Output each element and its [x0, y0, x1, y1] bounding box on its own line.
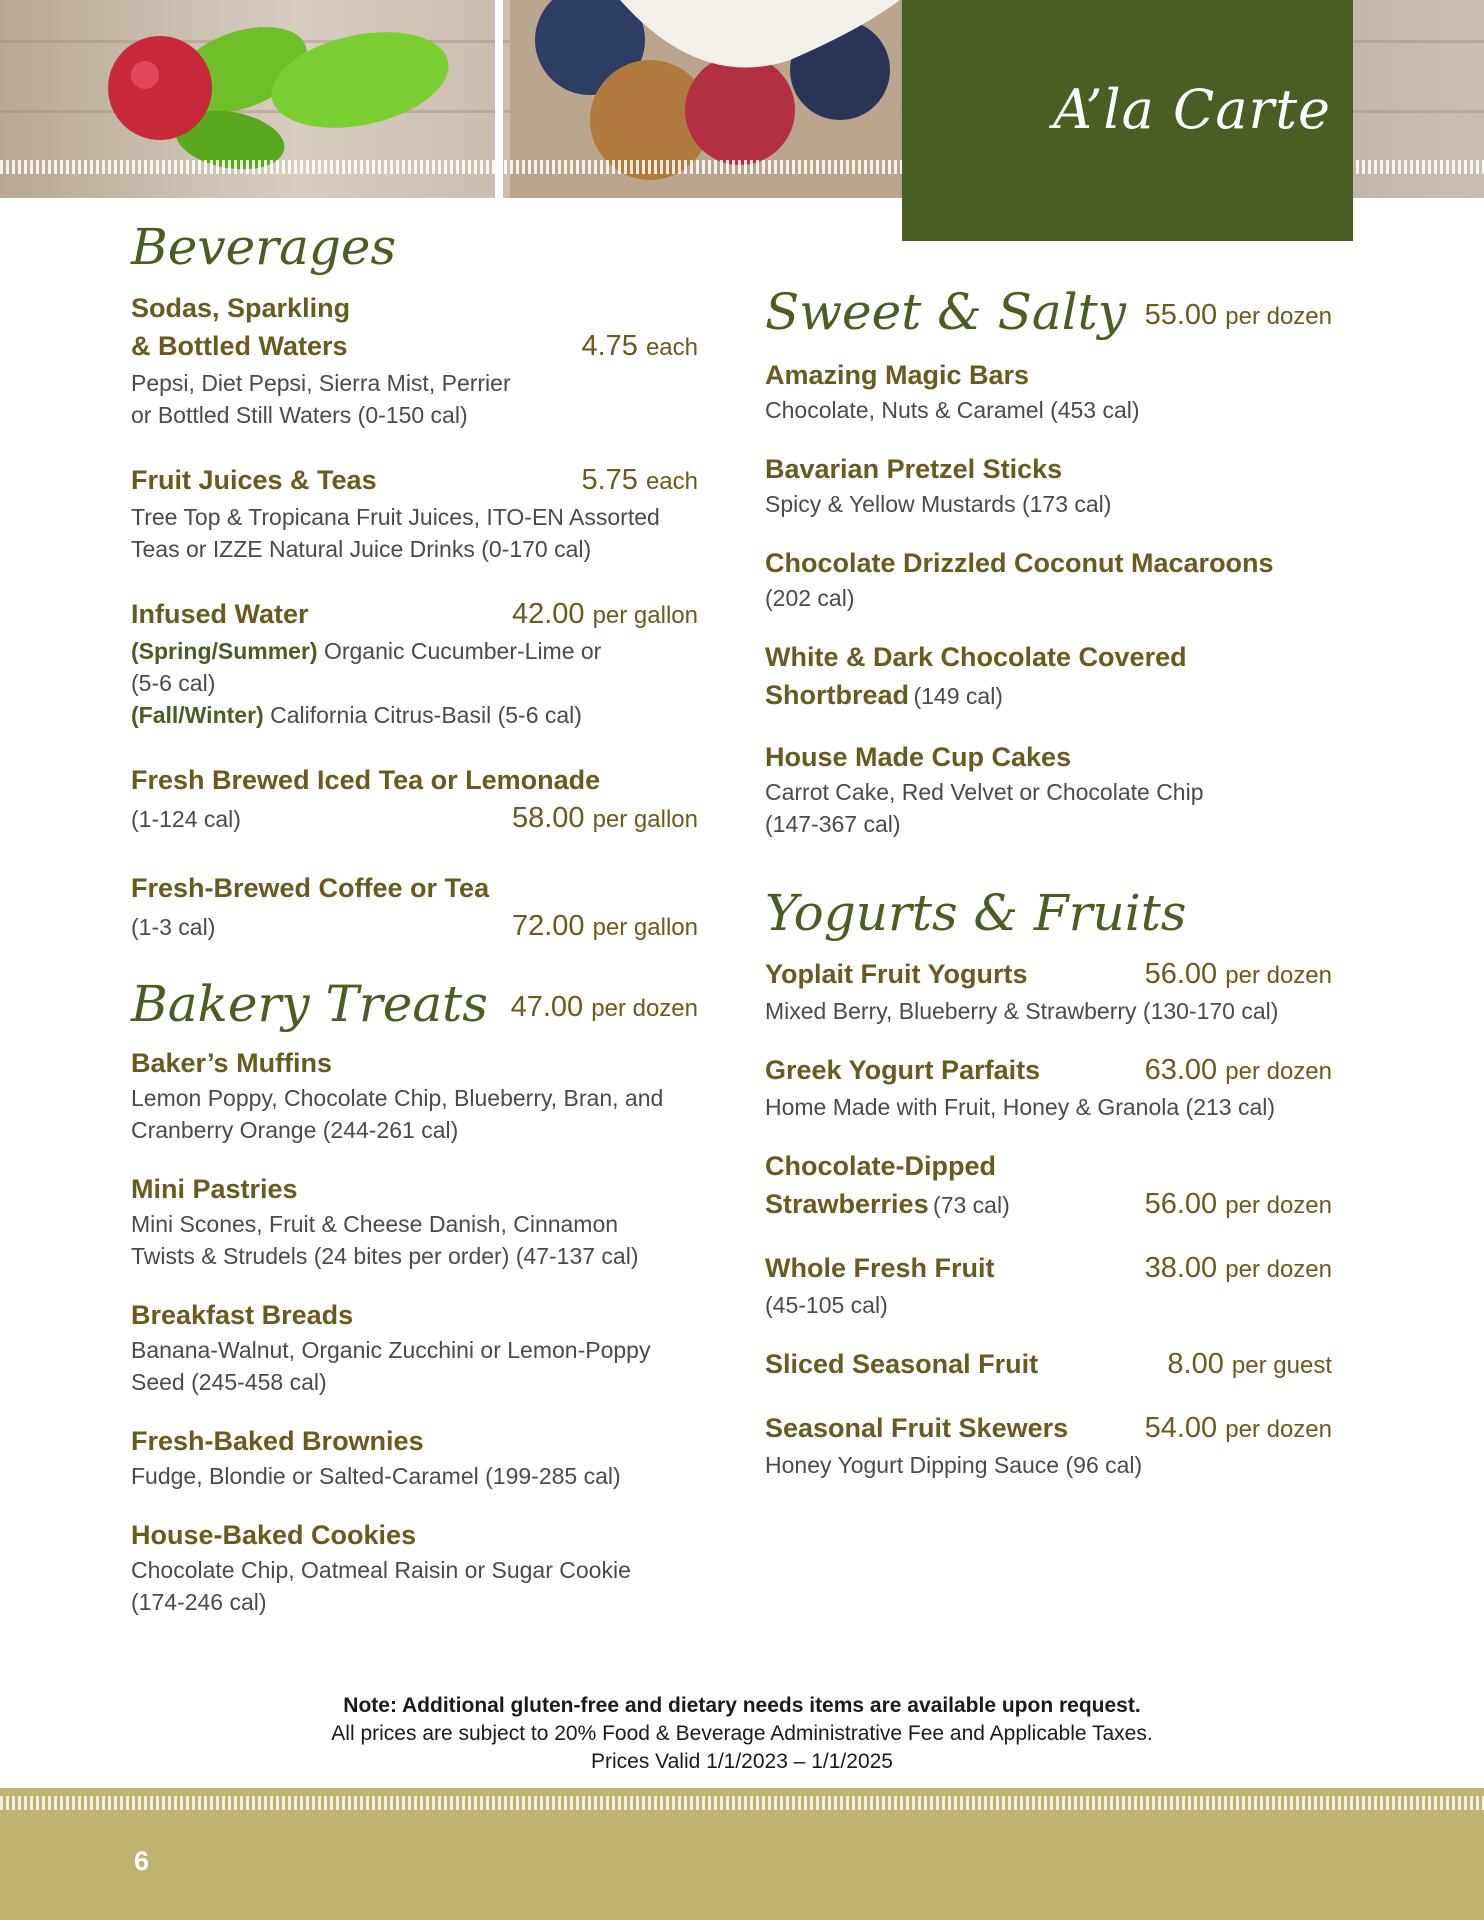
sweet-salty-header: [765, 285, 1332, 340]
page-title: A’la Carte: [1053, 78, 1331, 141]
item-name: House-Baked Cookies: [131, 1520, 417, 1550]
footer-notes: [0, 1692, 1484, 1776]
item-description: (174-246 cal): [131, 1589, 267, 1615]
item-name: Fresh-Brewed Coffee or Tea: [131, 873, 490, 903]
sweet-salty-price: 55.00 per dozen: [1144, 299, 1332, 331]
note-validity: Prices Valid 1/1/2023 – 1/1/2025: [591, 1750, 893, 1773]
menu-item-pretzel-sticks: [765, 450, 1332, 520]
menu-item-macaroons: [765, 544, 1332, 614]
note-fees: All prices are subject to 20% Food & Beverage Administrative Fee and Applicable Taxes.: [331, 1722, 1153, 1745]
item-price: 58.00 per gallon: [511, 802, 698, 834]
menu-item-yoplait: [765, 955, 1332, 1027]
item-name: Sodas, Sparkling: [131, 293, 351, 323]
sweet-salty-title: Sweet & Salty: [765, 283, 1127, 341]
menu-item-coffee: [131, 869, 698, 947]
menu-item-whole-fruit: [765, 1249, 1332, 1321]
item-name-line: Shortbread (149 cal): [765, 680, 1003, 710]
item-description: (147-367 cal): [765, 811, 901, 837]
menu-item-infused-water: [131, 595, 698, 731]
item-name: Fruit Juices & Teas: [131, 465, 377, 495]
menu-item-strawberries: [765, 1147, 1332, 1225]
yogurts-title: Yogurts & Fruits: [765, 884, 1187, 942]
item-price: 56.00 per dozen: [1144, 1188, 1332, 1220]
menu-item-breads: [131, 1296, 698, 1398]
menu-item-cookies: [131, 1516, 698, 1618]
title-box: [902, 0, 1353, 241]
item-name: Chocolate-Dipped: [765, 1151, 997, 1181]
item-description: Fudge, Blondie or Salted-Caramel (199-285 cal): [131, 1463, 621, 1489]
menu-item-sodas: [131, 289, 698, 431]
menu-item-brownies: [131, 1422, 698, 1492]
item-calories: (73 cal): [933, 1192, 1010, 1218]
item-name: Sliced Seasonal Fruit: [765, 1349, 1039, 1379]
bakery-header: [131, 977, 698, 1032]
menu-item-cup-cakes: [765, 738, 1332, 840]
item-description: (Spring/Summer) Organic Cucumber-Lime or: [131, 638, 602, 664]
item-description: Honey Yogurt Dipping Sauce (96 cal): [765, 1452, 1143, 1478]
item-price: 38.00 per dozen: [1144, 1252, 1332, 1284]
item-description: or Bottled Still Waters (0-150 cal): [131, 402, 468, 428]
item-price: 72.00 per gallon: [511, 910, 698, 942]
item-name: Whole Fresh Fruit: [765, 1253, 995, 1283]
item-description: (45-105 cal): [765, 1292, 888, 1318]
item-name: Greek Yogurt Parfaits: [765, 1055, 1041, 1085]
menu-item-muffins: [131, 1044, 698, 1146]
beverages-title: Beverages: [131, 218, 397, 276]
item-description: Cranberry Orange (244-261 cal): [131, 1117, 459, 1143]
item-description: Chocolate Chip, Oatmeal Raisin or Sugar Cookie: [131, 1557, 631, 1583]
item-price: 54.00 per dozen: [1144, 1412, 1332, 1444]
menu-item-fruit-skewers: [765, 1409, 1332, 1481]
item-name: Mini Pastries: [131, 1174, 298, 1204]
item-description: (Fall/Winter) California Citrus-Basil (5-6 cal): [131, 702, 582, 728]
item-name: Infused Water: [131, 599, 309, 629]
menu-item-shortbread: [765, 638, 1332, 714]
item-description: Banana-Walnut, Organic Zucchini or Lemon-Poppy: [131, 1337, 651, 1363]
item-description: Pepsi, Diet Pepsi, Sierra Mist, Perrier: [131, 370, 511, 396]
note-dietary: Note: Additional gluten-free and dietary needs items are available upon request.: [343, 1694, 1141, 1717]
item-name: Breakfast Breads: [131, 1300, 354, 1330]
menu-item-parfaits: [765, 1051, 1332, 1123]
item-name: White & Dark Chocolate Covered: [765, 642, 1187, 672]
item-description: Tree Top & Tropicana Fruit Juices, ITO-EN Assorted: [131, 504, 660, 530]
item-name: Seasonal Fruit Skewers: [765, 1413, 1069, 1443]
item-name: Baker’s Muffins: [131, 1048, 333, 1078]
item-name: Amazing Magic Bars: [765, 360, 1030, 390]
yogurts-header: [765, 886, 1332, 941]
menu-item-juices: [131, 461, 698, 565]
item-name: & Bottled Waters: [131, 331, 348, 361]
menu-item-iced-tea: [131, 761, 698, 839]
page-number: 6: [134, 1846, 150, 1876]
item-name: Yoplait Fruit Yogurts: [765, 959, 1028, 989]
footer-decorative-strip: [0, 1796, 1484, 1810]
item-description: Mixed Berry, Blueberry & Strawberry (130-170 cal): [765, 998, 1279, 1024]
item-name: House Made Cup Cakes: [765, 742, 1072, 772]
item-name: Fresh Brewed Iced Tea or Lemonade: [131, 765, 601, 795]
item-price: 42.00 per gallon: [511, 598, 698, 630]
item-description: (202 cal): [765, 585, 855, 611]
item-price: 4.75 each: [581, 330, 698, 362]
item-description: Spicy & Yellow Mustards (173 cal): [765, 491, 1112, 517]
item-price: 56.00 per dozen: [1144, 958, 1332, 990]
beverages-header: [131, 220, 698, 275]
item-calories: (1-124 cal): [131, 806, 241, 832]
item-name-line: Strawberries (73 cal): [765, 1189, 1010, 1219]
menu-item-pastries: [131, 1170, 698, 1272]
item-description: Seed (245-458 cal): [131, 1369, 327, 1395]
item-name: Bavarian Pretzel Sticks: [765, 454, 1063, 484]
left-column: [131, 220, 698, 1618]
right-column: [765, 285, 1332, 1481]
item-description: Chocolate, Nuts & Caramel (453 cal): [765, 397, 1140, 423]
item-price: 8.00 per guest: [1167, 1348, 1332, 1380]
item-description: Mini Scones, Fruit & Cheese Danish, Cinnamon: [131, 1211, 619, 1237]
item-calories: (149 cal): [913, 683, 1003, 709]
item-description: Teas or IZZE Natural Juice Drinks (0-170 cal): [131, 536, 592, 562]
bakery-title: Bakery Treats: [131, 975, 488, 1033]
bakery-price: 47.00 per dozen: [510, 991, 698, 1023]
item-description: Home Made with Fruit, Honey & Granola (213 cal): [765, 1094, 1276, 1120]
item-description: Lemon Poppy, Chocolate Chip, Blueberry, Bran, and: [131, 1085, 664, 1111]
item-name: Fresh-Baked Brownies: [131, 1426, 424, 1456]
item-price: 5.75 each: [581, 464, 698, 496]
item-name: Chocolate Drizzled Coconut Macaroons: [765, 548, 1274, 578]
menu-item-magic-bars: [765, 356, 1332, 426]
item-calories: (1-3 cal): [131, 914, 216, 940]
item-price: 63.00 per dozen: [1144, 1054, 1332, 1086]
item-description: Carrot Cake, Red Velvet or Chocolate Chip: [765, 779, 1204, 805]
item-description: Twists & Strudels (24 bites per order) (47-137 cal): [131, 1243, 639, 1269]
menu-item-sliced-fruit: [765, 1345, 1332, 1385]
item-description: (5-6 cal): [131, 670, 216, 696]
